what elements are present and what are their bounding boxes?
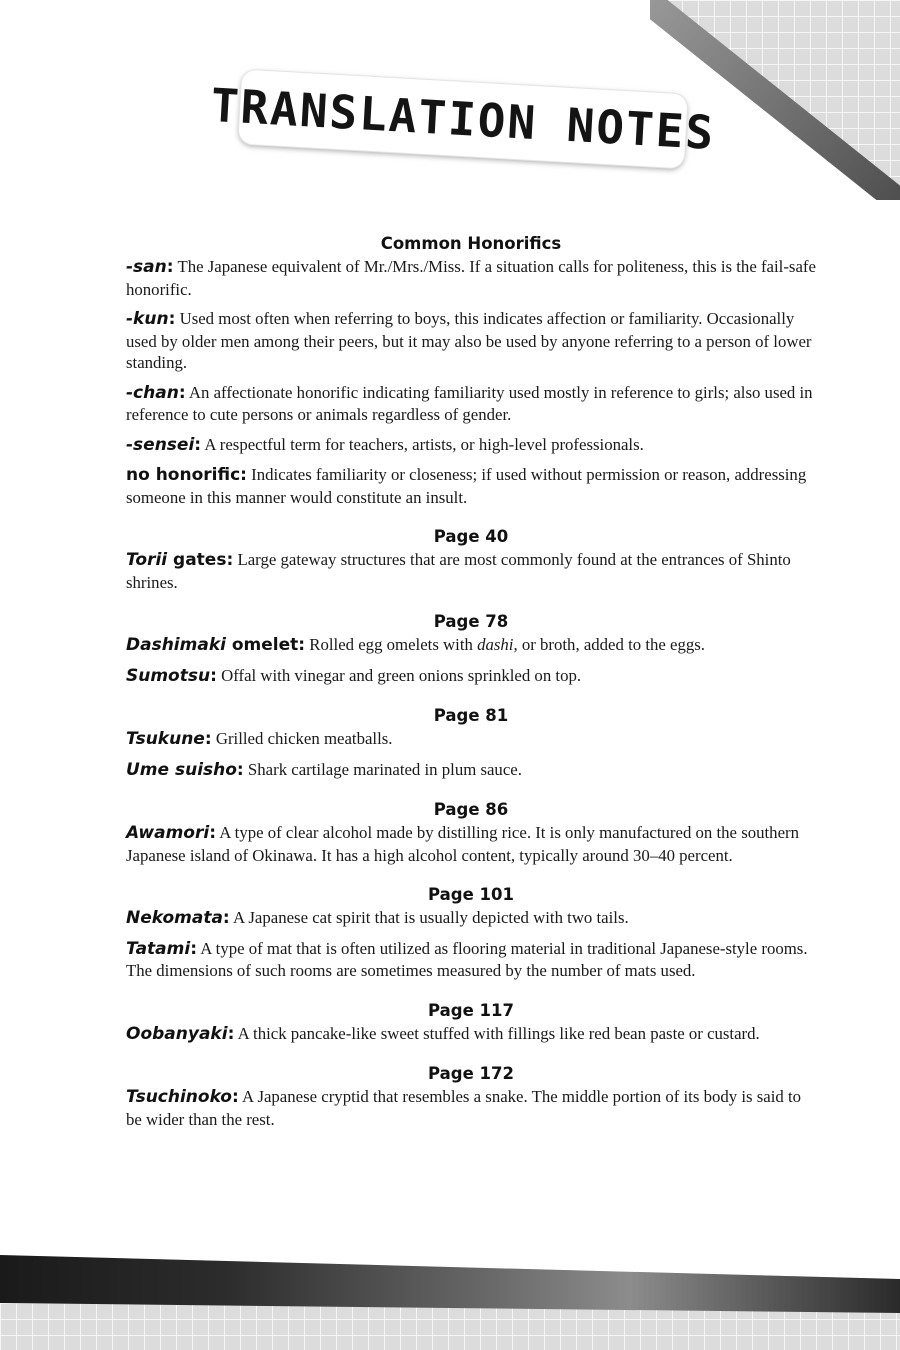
notes-section (126, 525, 816, 593)
note-term (126, 760, 244, 780)
note-definition: Grilled chicken meatballs. (211, 729, 393, 748)
note-term (126, 257, 174, 277)
note-entry (126, 938, 816, 982)
note-term-separator: : (222, 908, 230, 928)
note-term-plain: gates (167, 550, 227, 570)
note-term-italic: Tsukune (126, 729, 205, 749)
note-term (126, 908, 230, 928)
section-heading: Page 40 (433, 527, 509, 546)
note-term-separator: : (194, 434, 202, 455)
note-term (126, 666, 217, 686)
note-term (126, 1087, 239, 1107)
note-term-separator: : (209, 823, 216, 843)
note-term-separator: : (227, 1023, 235, 1044)
note-term-plain: omelet (225, 635, 299, 655)
note-term (126, 550, 233, 570)
note-term (126, 309, 175, 329)
note-term-italic: Ume suisho (126, 759, 237, 780)
note-term-separator: : (240, 465, 247, 485)
note-term (126, 1024, 234, 1044)
note-definition: Shark cartilage marinated in plum sauce. (243, 759, 522, 779)
note-term-separator: : (226, 550, 234, 570)
note-entry (126, 308, 816, 374)
note-definition: Indicates familiarity or closeness; if used without permission or reason, addressing someone in this manner would constitute an insult. (126, 465, 807, 507)
note-term-separator: : (210, 665, 217, 686)
notes-section (126, 232, 816, 508)
notes-section (126, 610, 816, 687)
note-entry (126, 1086, 816, 1130)
section-heading: Page 101 (428, 885, 514, 904)
note-definition: Large gateway structures that are most commonly found at the entrances of Shinto shrines. (126, 550, 791, 592)
note-term-italic: -san (126, 257, 167, 277)
section-heading: Page 86 (433, 800, 509, 819)
note-term-italic: -sensei (126, 434, 195, 455)
note-definition-italic: dashi (477, 635, 514, 654)
note-term-italic: Sumotsu (126, 665, 211, 686)
note-term (126, 435, 201, 455)
note-entry (126, 907, 816, 930)
note-definition: Rolled egg omelets with (305, 635, 478, 654)
note-term-italic: Oobanyaki (126, 1023, 228, 1044)
note-term (126, 635, 305, 655)
note-term-italic: Nekomata (126, 908, 223, 928)
title-card (209, 70, 717, 169)
note-term-separator: : (236, 759, 244, 780)
note-definition: An affectionate honorific indicating familiarity used mostly in reference to girls; also used in reference to cute persons or animals regardless of gender. (126, 382, 813, 424)
notes-section (126, 1062, 816, 1130)
note-definition: A Japanese cat spirit that is usually depicted with two tails. (229, 908, 629, 927)
section-heading: Page 172 (428, 1064, 514, 1083)
note-term-plain: no honorific (126, 465, 241, 485)
note-entry (126, 464, 816, 508)
section-heading: Page 81 (433, 706, 509, 725)
note-term-separator: : (190, 938, 198, 959)
note-definition: A respectful term for teachers, artists, or high-level professionals. (201, 434, 644, 454)
section-heading: Page 78 (433, 612, 509, 631)
note-entry (126, 822, 816, 866)
section-heading: Common Honorifics (380, 234, 562, 253)
notes-content (126, 232, 816, 1147)
note-definition: A thick pancake-like sweet stuffed with fillings like red bean paste or custard. (234, 1023, 760, 1043)
note-term-italic: -kun (126, 309, 169, 329)
notes-section (126, 704, 816, 781)
note-term (126, 823, 216, 843)
note-term-italic: Awamori (126, 823, 210, 843)
note-definition: Used most often when referring to boys, this indicates affection or familiarity. Occasionally used by older men among their peers, but it may also be used by anyone referring to a person of lower standing. (126, 309, 812, 372)
note-definition: A Japanese cryptid that resembles a snake. The middle portion of its body is said to be wider than the rest. (126, 1087, 802, 1129)
note-entry (126, 549, 816, 593)
note-entry (126, 382, 816, 426)
note-term-italic: Torii (126, 550, 168, 570)
note-term-separator: : (231, 1087, 239, 1107)
notes-section (126, 798, 816, 866)
note-entry (126, 634, 816, 657)
page-title: TRANSLATION NOTES (209, 77, 717, 161)
note-term-italic: Tatami (126, 938, 191, 959)
note-definition: Offal with vinegar and green onions sprinkled on top. (216, 665, 582, 685)
note-term (126, 383, 186, 403)
note-entry (126, 256, 816, 300)
note-definition: A type of mat that is often utilized as flooring material in traditional Japanese-style rooms. The dimensions of such rooms are sometimes measured by the number of mats used. (126, 938, 808, 980)
note-definition: A type of clear alcohol made by distilling rice. It is only manufactured on the southern Japanese island of Okinawa. It has a high alcohol content, typically around 30–40 percent. (126, 823, 799, 865)
notes-section (126, 883, 816, 982)
note-entry (126, 665, 816, 688)
note-definition-continued: , or broth, added to the eggs. (513, 635, 705, 654)
note-entry (126, 728, 816, 751)
note-term-italic: Dashimaki (126, 635, 226, 655)
note-term-italic: -chan (126, 382, 179, 403)
note-entry (126, 759, 816, 782)
corner-stripe-decoration (650, 0, 900, 200)
notes-section (126, 999, 816, 1046)
note-term (126, 939, 197, 959)
note-term-italic: Tsuchinoko (126, 1087, 232, 1107)
section-heading: Page 117 (428, 1000, 514, 1020)
note-entry (126, 434, 816, 457)
note-term (126, 729, 212, 749)
note-term-separator: : (204, 729, 212, 749)
note-term-separator: : (298, 635, 306, 655)
note-entry (126, 1023, 816, 1046)
note-term (126, 465, 247, 485)
note-term-separator: : (168, 309, 176, 329)
note-term-separator: : (178, 382, 186, 403)
note-term-separator: : (166, 257, 174, 277)
note-definition: The Japanese equivalent of Mr./Mrs./Miss. If a situation calls for politeness, this is the fail-safe honorific. (126, 257, 816, 299)
